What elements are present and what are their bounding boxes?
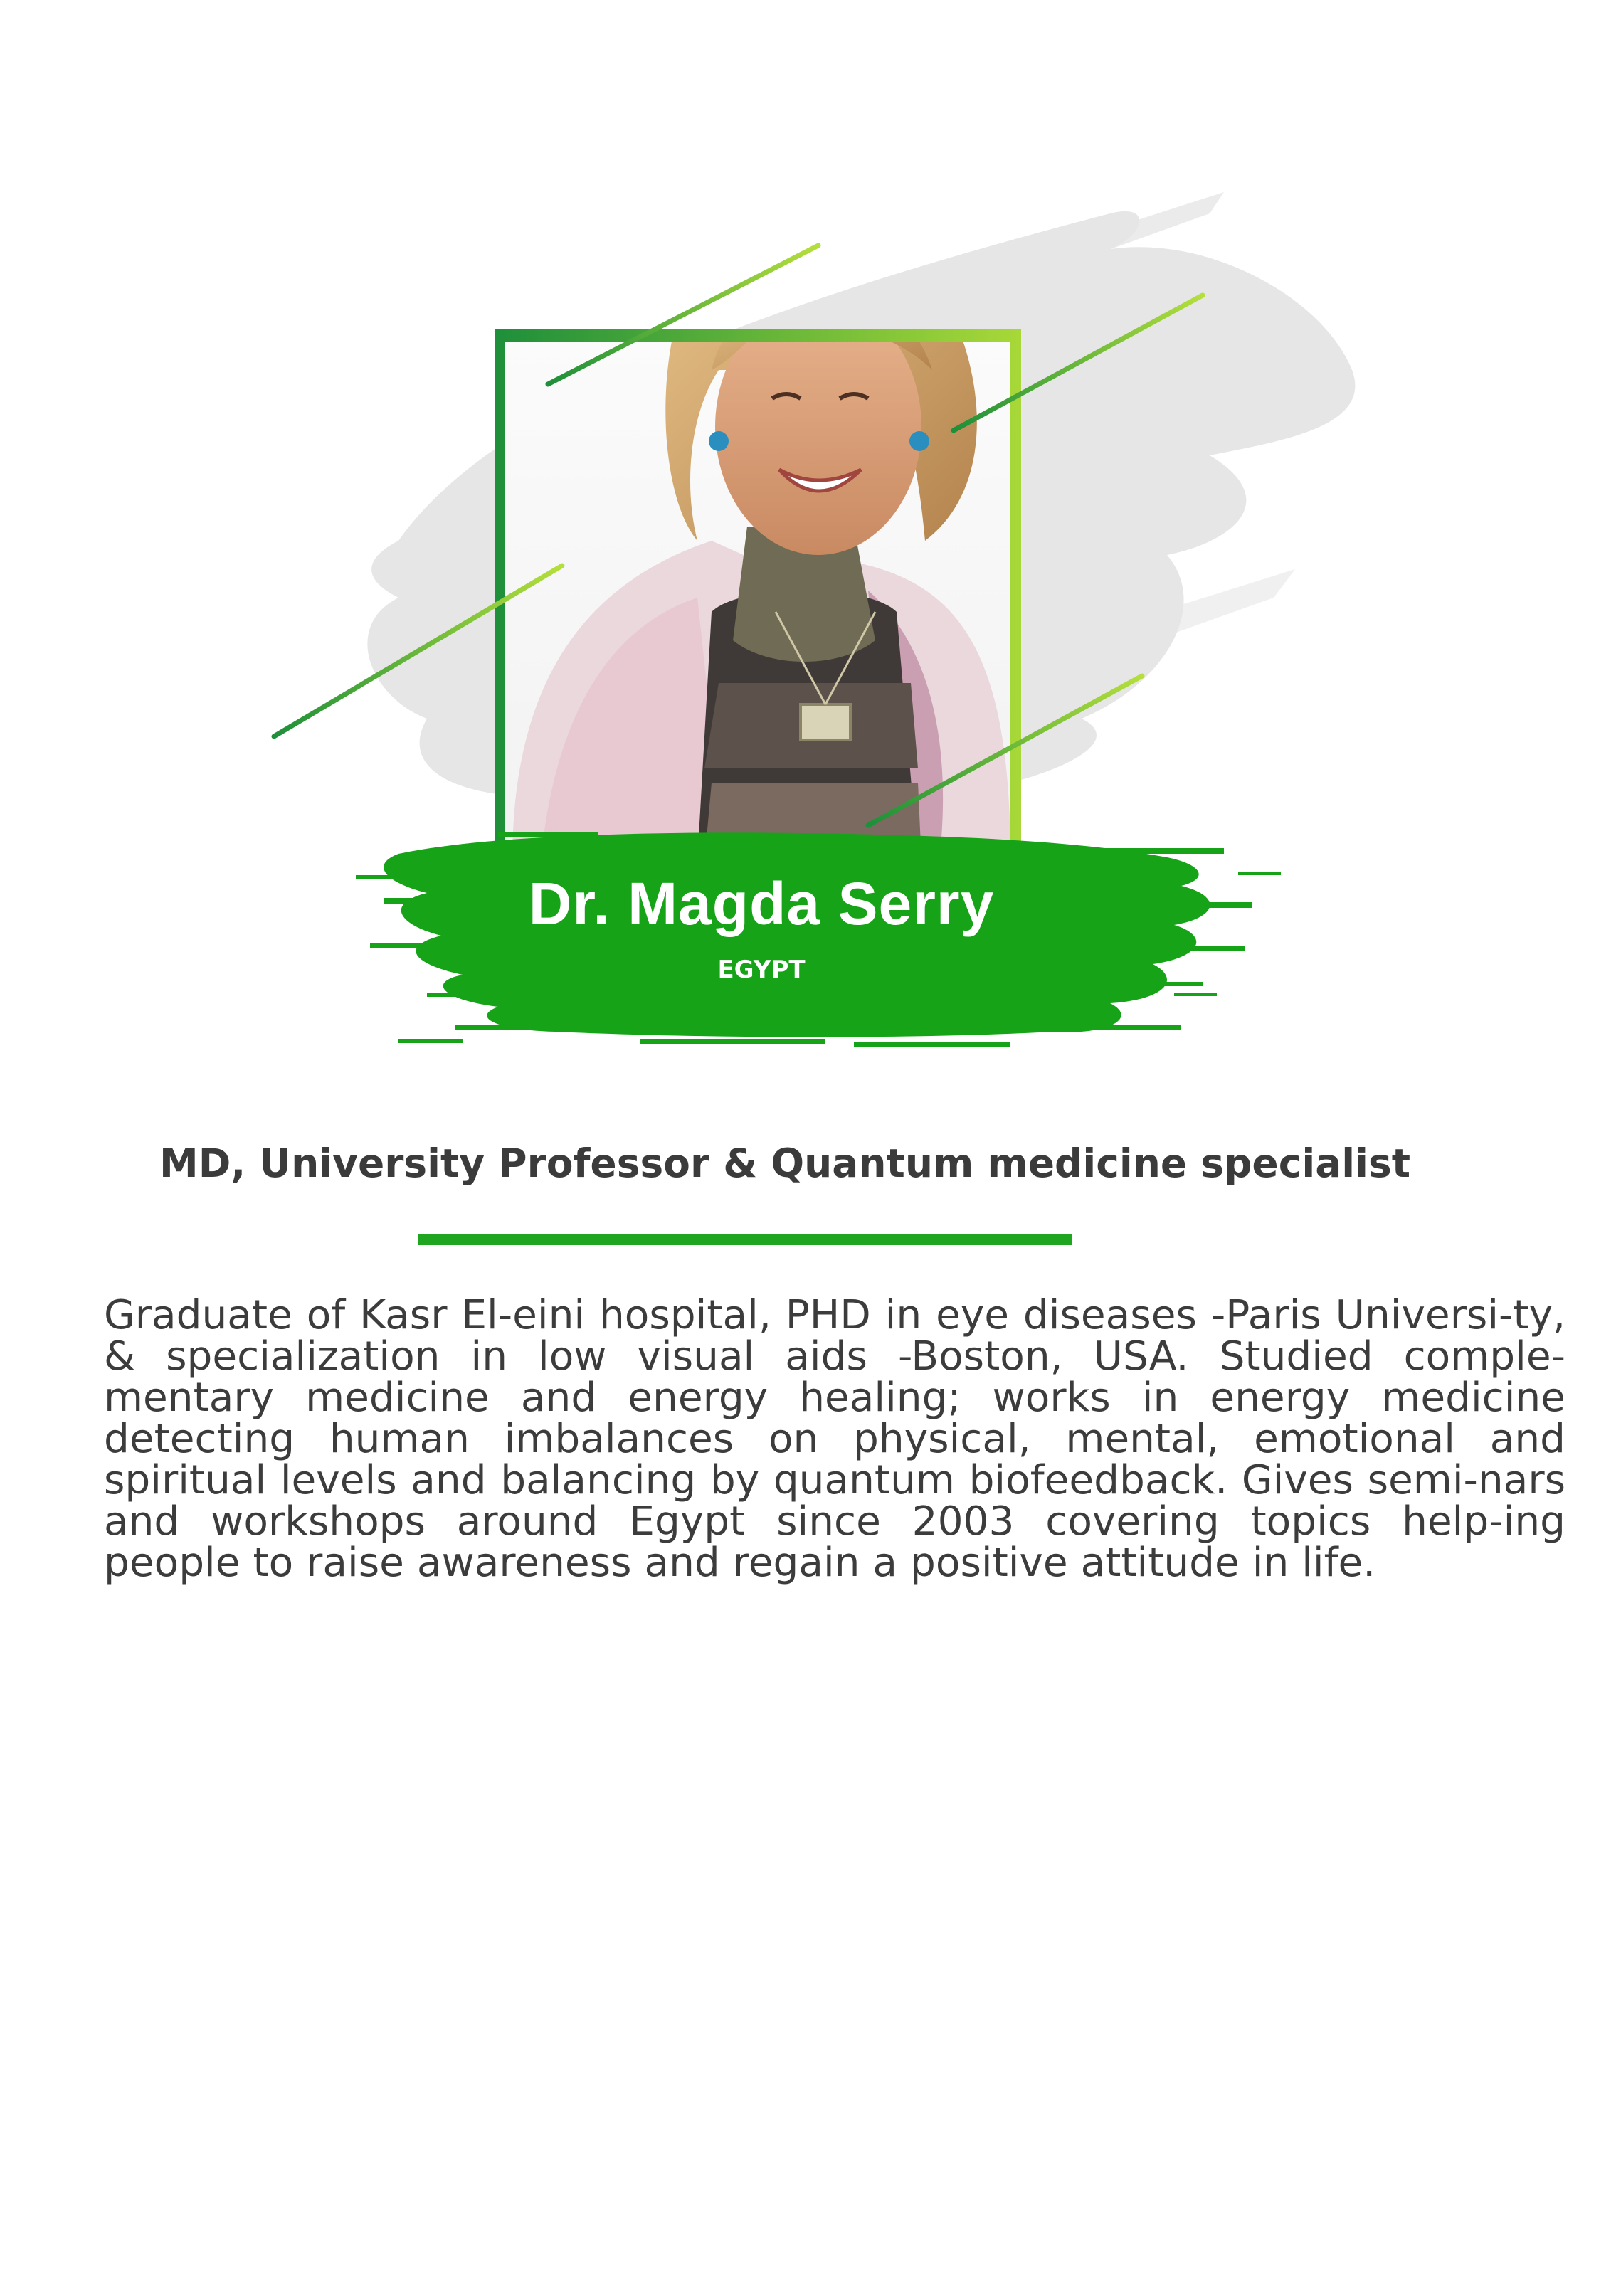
speaker-credentials: MD, University Professor & Quantum medicine specialist [159, 1141, 1411, 1186]
section-divider [418, 1234, 1072, 1245]
speaker-bio: Graduate of Kasr El-eini hospital, PHD in eye diseases -Paris Universi-ty, & specialization in low visual aids -Boston, USA. Studied comple-mentary medicine and energy healing; works in energy medicine detecting human imbalances on physical, mental, emotional and spiritual levels and balancing by quantum biofeedback. Gives semi-nars and workshops around Egypt since 2003 covering topics help-ing people to raise awareness and regain a positive attitude in life. [104, 1292, 1565, 1586]
speaker-name: Dr. Magda Serry [528, 870, 995, 937]
green-brush-banner [356, 832, 1281, 1047]
header-artwork [0, 0, 1616, 1110]
speaker-country: EGYPT [717, 956, 806, 984]
